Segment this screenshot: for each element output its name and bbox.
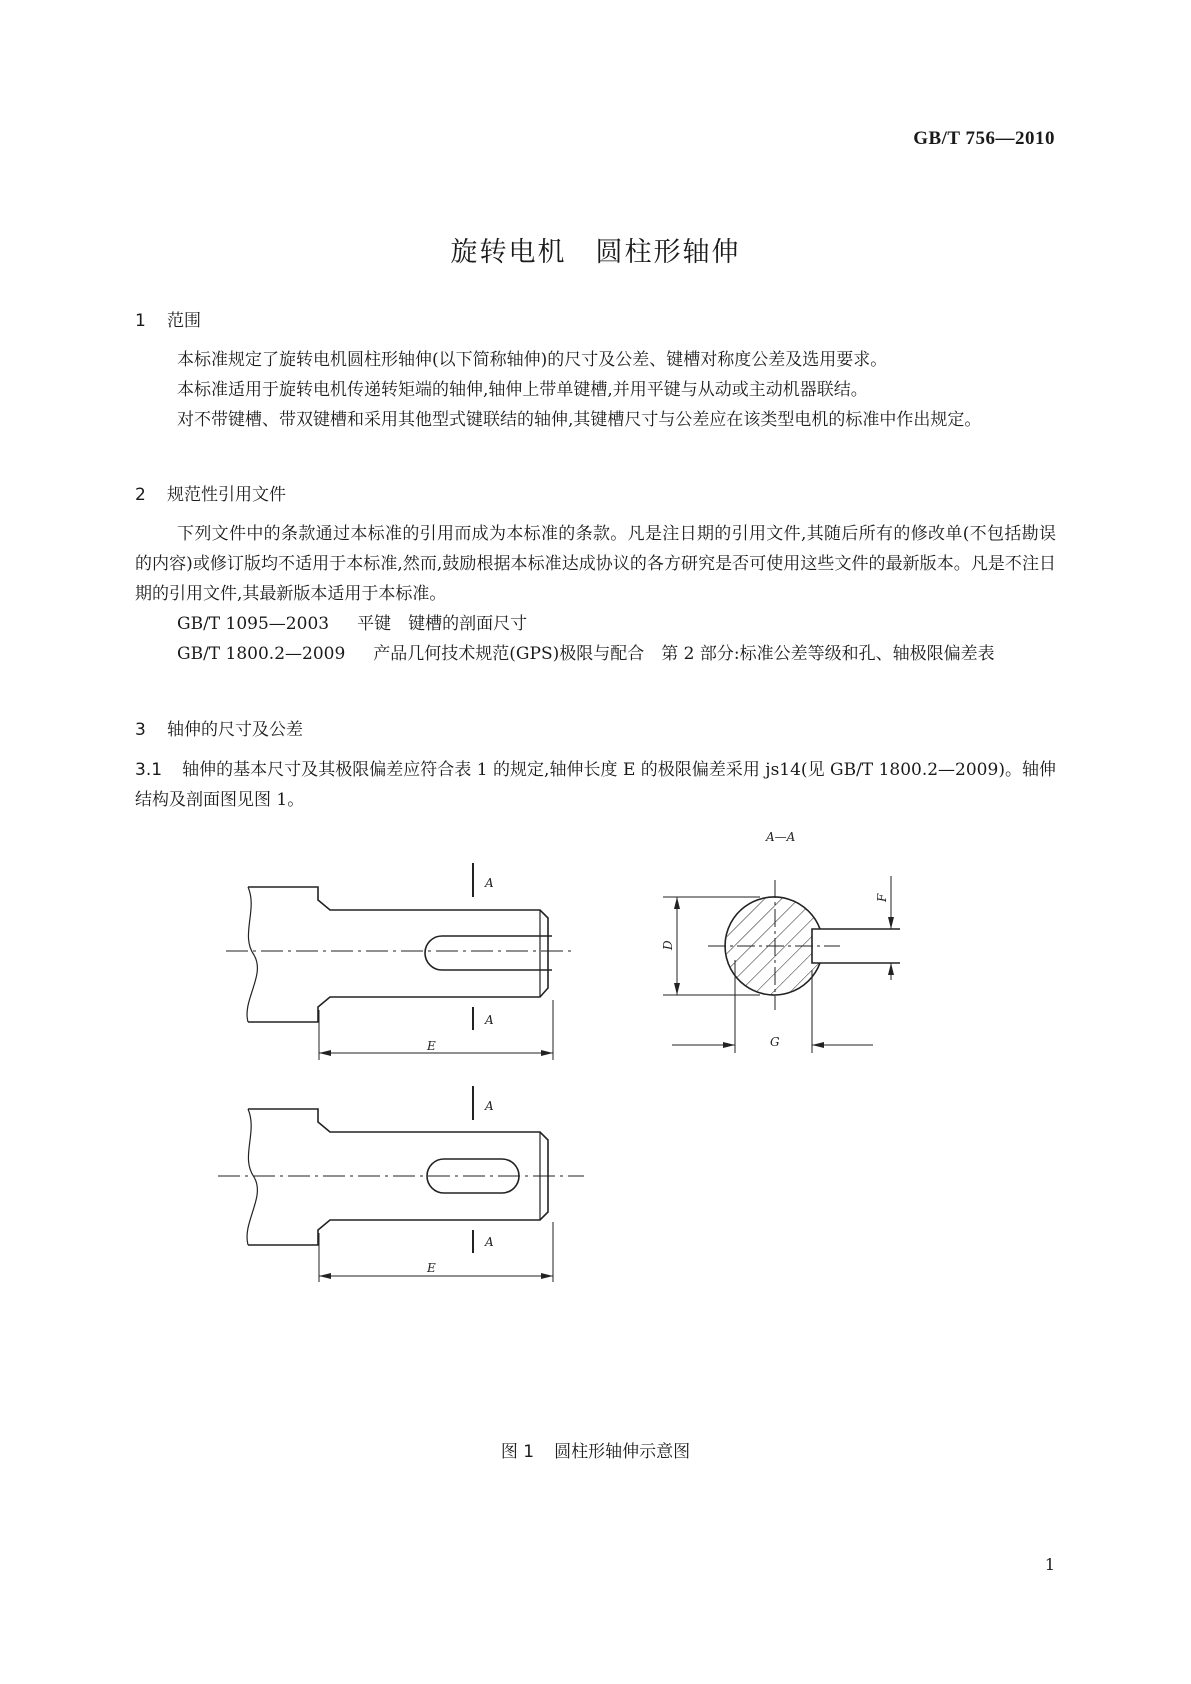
- figure-caption-text: 圆柱形轴伸示意图: [554, 1442, 691, 1462]
- standard-code: GB/T 756—2010: [913, 128, 1055, 149]
- figure-caption: [0, 1437, 1191, 1462]
- section-number: 1: [135, 311, 146, 331]
- section-number: 3: [135, 720, 146, 740]
- section-title: 规范性引用文件: [167, 485, 286, 505]
- figure-number: 图 1: [500, 1442, 535, 1462]
- reference-code: GB/T 1800.2—2009: [177, 644, 346, 664]
- clause-number: 3.1: [135, 760, 163, 780]
- section-mark-label: A: [485, 1235, 494, 1249]
- break-line: [247, 887, 257, 1022]
- section-number: 2: [135, 485, 146, 505]
- section-mark-label: A: [485, 1099, 494, 1113]
- diameter-label: D: [661, 940, 675, 950]
- shaft-outline-top: [248, 887, 548, 1022]
- section-mark-label: A: [485, 876, 494, 890]
- length-label: E: [427, 1261, 436, 1275]
- paragraph-scope-3: 对不带键槽、带双键槽和采用其他型式键联结的轴伸,其键槽尺寸与公差应在该类型电机的标准中作出规定。: [177, 410, 982, 430]
- key-width-label: G: [770, 1035, 780, 1049]
- reference-title: 产品几何技术规范(GPS)极限与配合 第 2 部分:标准公差等级和孔、轴极限偏差表: [373, 644, 995, 664]
- section-label: A—A: [766, 830, 796, 844]
- section-title: 范围: [167, 311, 201, 331]
- page-number: 1: [1044, 1555, 1055, 1574]
- paragraph-scope-2: 本标准适用于旋转电机传递转矩端的轴伸,轴伸上带单键槽,并用平键与从动或主动机器联结。: [177, 380, 868, 400]
- section-title: 轴伸的尺寸及公差: [167, 720, 303, 740]
- paragraph-references-intro: 下列文件中的条款通过本标准的引用而成为本标准的条款。凡是注日期的引用文件,其随后所有的修改单(不包括勘误的内容)或修订版均不适用于本标准,然而,鼓励根据本标准达成协议的各方研究是否可使用这些文件的最新版本。凡是不注日期的引用文件,其最新版本适用于本标准。: [135, 524, 1056, 604]
- keyway-open: [425, 936, 552, 970]
- paragraph-scope-1: 本标准规定了旋转电机圆柱形轴伸(以下简称轴伸)的尺寸及公差、键槽对称度公差及选用要求。: [177, 350, 888, 370]
- clause-text: 轴伸的基本尺寸及其极限偏差应符合表 1 的规定,轴伸长度 E 的极限偏差采用 js14(见 GB/T 1800.2—2009)。轴伸结构及剖面图见图 1。: [135, 760, 1056, 810]
- shaft-outline-bottom: [248, 1109, 548, 1245]
- section-mark-label: A: [485, 1013, 494, 1027]
- break-line: [247, 1109, 257, 1245]
- depth-label: F: [875, 893, 889, 902]
- reference-code: GB/T 1095—2003: [177, 614, 330, 634]
- length-label: E: [427, 1039, 436, 1053]
- reference-title: 平键 键槽的剖面尺寸: [357, 614, 528, 634]
- document-title: 旋转电机 圆柱形轴伸: [450, 237, 741, 268]
